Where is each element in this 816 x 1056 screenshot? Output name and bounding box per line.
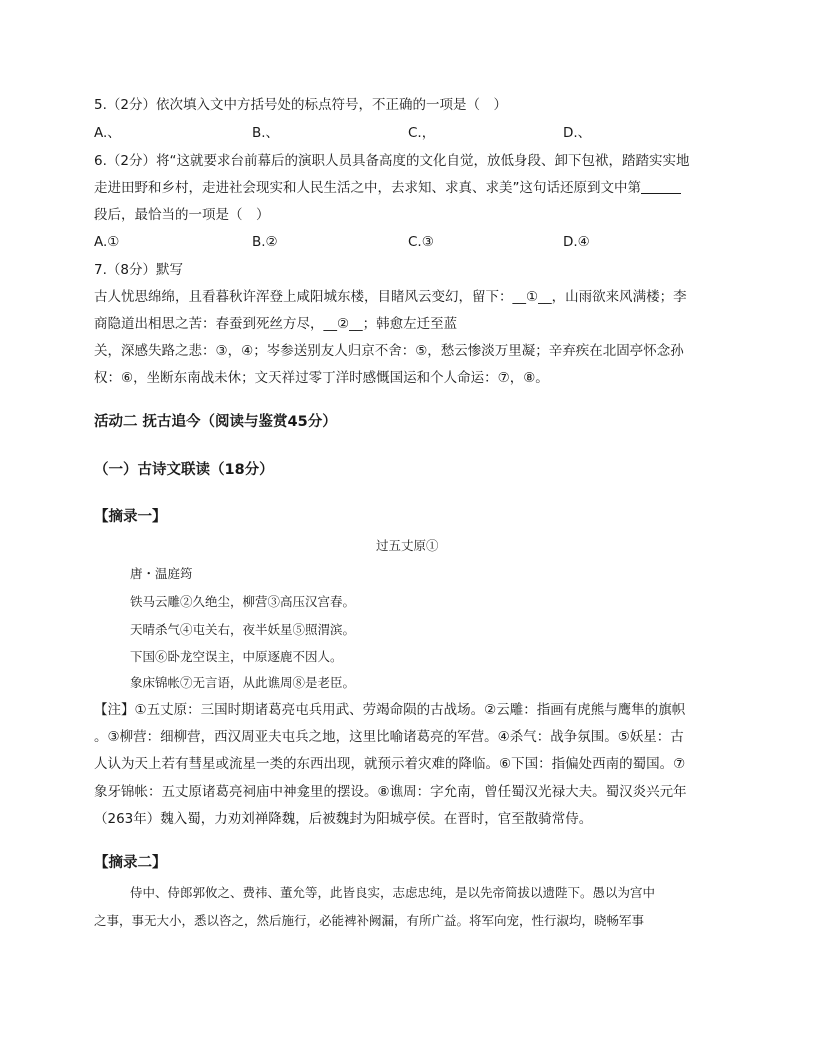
- q7-line: 商隐道出相思之苦：春蚕到死丝方尽，__②__；韩愈左迁至蓝: [94, 316, 458, 332]
- note-line: 象牙锦帐：五丈原诸葛亮祠庙中神龛里的摆设。⑧谯周：字允南，曾任蜀汉光禄大夫。蜀汉炎兴元年: [94, 784, 687, 800]
- excerpt1-label: 【摘录一】: [94, 509, 167, 525]
- q7-line: 权：⑥，坐断东南战未休；文天祥过零丁洋时感慨国运和个人命运：⑦，⑧。: [94, 370, 549, 386]
- answer-blank: [641, 179, 681, 194]
- excerpt2-line: 侍中、侍郎郭攸之、费祎、董允等，此皆良实，志虑忠纯，是以先帝简拔以遗陛下。愚以为宫中: [130, 885, 656, 900]
- q6-option-a: A.①: [94, 234, 120, 250]
- q5-stem: 5.（2分）依次填入文中方括号处的标点符号，不正确的一项是（ ）: [94, 97, 507, 113]
- poem-line: 铁马云雕②久绝尘，柳营③高压汉宫春。: [130, 594, 356, 609]
- q7-line: 关，深感失路之悲：③，④；岑参送别友人归京不舍：⑤，愁云惨淡万里凝；辛弃疾在北固亭怀念孙: [94, 343, 684, 359]
- poem-author: 唐・温庭筠: [130, 566, 193, 581]
- note-line: 。③柳营：细柳营，西汉周亚夫屯兵之地，这里比喻诸葛亮的军营。④杀气：战争氛围。⑤妖星：古: [94, 729, 684, 745]
- q7-line: 古人忧思绵绵，且看暮秋许浑登上咸阳城东楼，目睹风云变幻，留下：__①__，山雨欲来风满楼；李: [94, 289, 687, 305]
- section1-heading: （一）古诗文联读（18分）: [94, 462, 274, 478]
- excerpt2-label: 【摘录二】: [94, 855, 167, 871]
- poem-line: 天晴杀气④屯关右，夜半妖星⑤照渭滨。: [130, 622, 356, 637]
- q5-option-c: C.，: [408, 125, 436, 141]
- q6-stem-line3: 段后，最恰当的一项是（ ）: [94, 207, 270, 223]
- q6-option-b: B.②: [252, 234, 278, 250]
- excerpt2-line: 之事，事无大小，悉以咨之，然后施行，必能裨补阙漏，有所广益。将军向宠，性行淑均，晓畅军事: [94, 913, 645, 928]
- activity2-heading: 活动二 抚古追今（阅读与鉴赏45分）: [94, 414, 337, 430]
- q6-option-c: C.③: [408, 234, 434, 250]
- poem-line: 象床锦帐⑦无言语，从此谯周⑧是老臣。: [130, 675, 356, 690]
- q6-stem-line1: 6.（2分）将“这就要求台前幕后的演职人员具备高度的文化自觉，放低身段、卸下包袱，踏踏实实地: [94, 153, 690, 169]
- note-line: 人认为天上若有彗星或流星一类的东西出现，就预示着灾难的降临。⑥下国：指偏处西南的蜀国。⑦: [94, 756, 686, 772]
- q6-stem-line2: [94, 178, 681, 198]
- q7-title: 7.（8分）默写: [94, 262, 183, 278]
- q6-stem-line2-text: 走进田野和乡村，走进社会现实和人民生活之中，去求知、求真、求美”这句话还原到文中第: [94, 180, 641, 196]
- q6-option-d: D.④: [563, 234, 590, 250]
- q5-option-b: B.、: [252, 125, 280, 141]
- poem-title: 过五丈原①: [376, 538, 439, 553]
- note-line: （263年）魏入蜀，力劝刘禅降魏，后被魏封为阳城亭侯。在晋时，官至散骑常侍。: [94, 811, 593, 827]
- note-line: 【注】①五丈原：三国时期诸葛亮屯兵用武、劳竭命陨的古战场。②云雕：指画有虎熊与鹰隼的旗帜: [94, 702, 686, 718]
- q5-option-d: D.、: [563, 125, 592, 141]
- q5-option-a: A.、: [94, 125, 121, 141]
- poem-line: 下国⑥卧龙空误主，中原逐鹿不因人。: [130, 649, 343, 664]
